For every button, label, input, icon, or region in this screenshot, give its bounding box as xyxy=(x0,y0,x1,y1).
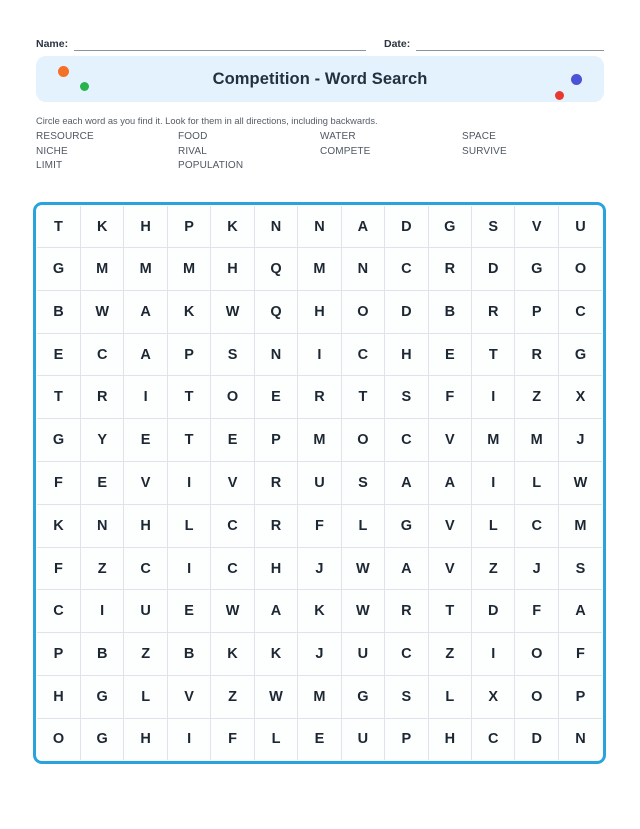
red-dot-icon xyxy=(555,91,564,100)
grid-cell[interactable]: A xyxy=(428,462,471,505)
word-list-item[interactable]: SPACE xyxy=(462,131,496,142)
grid-cell[interactable]: H xyxy=(254,547,297,590)
grid-cell[interactable]: N xyxy=(341,248,384,291)
grid-cell[interactable]: W xyxy=(558,462,602,505)
grid-cell[interactable]: I xyxy=(167,718,210,760)
grid-cell[interactable]: C xyxy=(341,333,384,376)
grid-cell[interactable]: D xyxy=(472,590,515,633)
grid-cell[interactable]: P xyxy=(385,718,428,760)
grid-cell[interactable]: C xyxy=(37,590,80,633)
word-list-row xyxy=(36,130,604,145)
grid-cell[interactable]: G xyxy=(428,206,471,248)
grid-cell[interactable]: B xyxy=(167,633,210,676)
grid-cell[interactable]: W xyxy=(341,547,384,590)
date-label: Date: xyxy=(384,38,411,50)
word-list-item[interactable]: POPULATION xyxy=(178,160,244,172)
grid-cell[interactable]: E xyxy=(254,376,297,419)
grid-cell[interactable]: O xyxy=(515,633,558,676)
grid-cell[interactable]: F xyxy=(298,504,341,547)
grid-cell[interactable]: A xyxy=(341,206,384,248)
grid-cell[interactable]: O xyxy=(211,376,254,419)
grid-cell[interactable]: T xyxy=(341,376,384,419)
grid-cell[interactable]: J xyxy=(298,633,341,676)
grid-cell[interactable]: R xyxy=(428,248,471,291)
grid-cell[interactable]: E xyxy=(37,333,80,376)
grid-cell[interactable]: G xyxy=(385,504,428,547)
grid-cell[interactable]: R xyxy=(515,333,558,376)
grid-cell[interactable]: P xyxy=(254,419,297,462)
grid-cell[interactable]: L xyxy=(124,676,167,719)
grid-row xyxy=(37,333,602,376)
grid-cell[interactable]: L xyxy=(515,462,558,505)
grid-cell[interactable]: C xyxy=(385,248,428,291)
grid-cell[interactable]: I xyxy=(80,590,123,633)
grid-cell[interactable]: R xyxy=(472,290,515,333)
grid-cell[interactable]: U xyxy=(558,206,602,248)
grid-cell[interactable]: X xyxy=(472,676,515,719)
grid-cell[interactable]: R xyxy=(385,590,428,633)
grid-cell[interactable]: C xyxy=(211,547,254,590)
grid-cell[interactable]: E xyxy=(211,419,254,462)
grid-cell[interactable]: W xyxy=(80,290,123,333)
grid-cell[interactable]: Z xyxy=(80,547,123,590)
word-list-item[interactable]: WATER xyxy=(320,131,356,142)
grid-cell[interactable]: M xyxy=(472,419,515,462)
name-field-group xyxy=(36,37,384,51)
grid-cell[interactable]: O xyxy=(341,290,384,333)
grid-cell[interactable]: K xyxy=(167,290,210,333)
grid-row xyxy=(37,206,602,248)
grid-cell[interactable]: D xyxy=(385,290,428,333)
grid-cell[interactable]: I xyxy=(472,633,515,676)
grid-row xyxy=(37,718,602,760)
grid-cell[interactable]: H xyxy=(124,718,167,760)
grid-cell[interactable]: J xyxy=(298,547,341,590)
grid-row xyxy=(37,633,602,676)
grid-cell[interactable]: L xyxy=(254,718,297,760)
grid-cell[interactable]: C xyxy=(124,547,167,590)
grid-cell[interactable]: U xyxy=(124,590,167,633)
grid-row xyxy=(37,676,602,719)
grid-cell[interactable]: Z xyxy=(515,376,558,419)
grid-cell[interactable]: V xyxy=(211,462,254,505)
grid-cell[interactable]: K xyxy=(37,504,80,547)
grid-cell[interactable]: C xyxy=(211,504,254,547)
grid-cell[interactable]: B xyxy=(428,290,471,333)
grid-cell[interactable]: A xyxy=(124,333,167,376)
grid-cell[interactable]: Y xyxy=(80,419,123,462)
grid-cell[interactable]: F xyxy=(37,462,80,505)
word-list-item[interactable]: FOOD xyxy=(178,131,208,142)
grid-cell[interactable]: N xyxy=(80,504,123,547)
grid-cell[interactable]: S xyxy=(385,676,428,719)
grid-cell[interactable]: C xyxy=(558,290,602,333)
grid-row xyxy=(37,547,602,590)
grid-cell[interactable]: C xyxy=(515,504,558,547)
grid-cell[interactable]: V xyxy=(428,504,471,547)
grid-cell[interactable]: J xyxy=(558,419,602,462)
grid-row xyxy=(37,248,602,291)
grid-cell[interactable]: M xyxy=(80,248,123,291)
grid-cell[interactable]: A xyxy=(254,590,297,633)
grid-cell[interactable]: K xyxy=(80,206,123,248)
grid-cell[interactable]: H xyxy=(428,718,471,760)
grid-cell[interactable]: H xyxy=(385,333,428,376)
grid-cell[interactable]: W xyxy=(211,290,254,333)
grid-cell[interactable]: I xyxy=(472,462,515,505)
word-list-item[interactable]: LIMIT xyxy=(36,160,63,172)
grid-row xyxy=(37,462,602,505)
grid-cell[interactable]: C xyxy=(472,718,515,760)
word-search-grid-container xyxy=(33,202,606,764)
word-list-item[interactable]: COMPETE xyxy=(320,145,371,157)
grid-cell[interactable]: S xyxy=(472,206,515,248)
grid-cell[interactable]: D xyxy=(385,206,428,248)
grid-cell[interactable]: C xyxy=(385,419,428,462)
word-list-item[interactable]: RIVAL xyxy=(178,145,207,157)
grid-cell[interactable]: E xyxy=(80,462,123,505)
page-title: Competition - Word Search xyxy=(212,69,428,88)
grid-cell[interactable]: Q xyxy=(254,248,297,291)
title-banner xyxy=(36,56,604,102)
grid-cell[interactable]: P xyxy=(167,333,210,376)
grid-cell[interactable]: X xyxy=(558,376,602,419)
grid-cell[interactable]: F xyxy=(37,547,80,590)
grid-cell[interactable]: W xyxy=(341,590,384,633)
grid-cell[interactable]: G xyxy=(37,419,80,462)
grid-cell[interactable]: R xyxy=(254,504,297,547)
grid-cell[interactable]: B xyxy=(80,633,123,676)
grid-cell[interactable]: O xyxy=(37,718,80,760)
grid-cell[interactable]: V xyxy=(515,206,558,248)
grid-cell[interactable]: M xyxy=(124,248,167,291)
grid-cell[interactable]: S xyxy=(558,547,602,590)
word-list-item[interactable]: SURVIVE xyxy=(462,145,507,157)
grid-cell[interactable]: I xyxy=(167,462,210,505)
grid-cell[interactable]: P xyxy=(167,206,210,248)
grid-cell[interactable]: F xyxy=(211,718,254,760)
grid-cell[interactable]: U xyxy=(298,462,341,505)
grid-cell[interactable]: M xyxy=(515,419,558,462)
grid-cell[interactable]: P xyxy=(515,290,558,333)
grid-cell[interactable]: T xyxy=(167,376,210,419)
grid-cell[interactable]: A xyxy=(558,590,602,633)
grid-cell[interactable]: K xyxy=(298,590,341,633)
grid-cell[interactable]: K xyxy=(211,206,254,248)
grid-cell[interactable]: H xyxy=(298,290,341,333)
grid-cell[interactable]: D xyxy=(472,248,515,291)
grid-cell[interactable]: C xyxy=(80,333,123,376)
grid-row xyxy=(37,590,602,633)
grid-cell[interactable]: Z xyxy=(428,633,471,676)
grid-cell[interactable]: K xyxy=(211,633,254,676)
grid-cell[interactable]: M xyxy=(298,248,341,291)
grid-cell[interactable]: I xyxy=(167,547,210,590)
grid-cell[interactable]: A xyxy=(385,547,428,590)
grid-cell[interactable]: M xyxy=(298,419,341,462)
word-list-row xyxy=(36,159,604,174)
grid-cell[interactable]: M xyxy=(558,504,602,547)
word-search-grid xyxy=(37,206,602,760)
grid-cell[interactable]: T xyxy=(37,206,80,248)
grid-cell[interactable]: W xyxy=(211,590,254,633)
grid-cell[interactable]: T xyxy=(167,419,210,462)
grid-row xyxy=(37,290,602,333)
grid-cell[interactable]: G xyxy=(558,333,602,376)
grid-cell[interactable]: E xyxy=(124,419,167,462)
grid-cell[interactable]: I xyxy=(298,333,341,376)
grid-cell[interactable]: J xyxy=(515,547,558,590)
word-list xyxy=(36,130,604,174)
grid-cell[interactable]: O xyxy=(515,676,558,719)
grid-cell[interactable]: T xyxy=(472,333,515,376)
grid-cell[interactable]: S xyxy=(385,376,428,419)
grid-cell[interactable]: V xyxy=(167,676,210,719)
grid-cell[interactable]: E xyxy=(167,590,210,633)
grid-cell[interactable]: H xyxy=(124,206,167,248)
grid-cell[interactable]: P xyxy=(37,633,80,676)
grid-cell[interactable]: V xyxy=(428,547,471,590)
grid-cell[interactable]: N xyxy=(254,206,297,248)
grid-cell[interactable]: H xyxy=(211,248,254,291)
grid-cell[interactable]: R xyxy=(254,462,297,505)
grid-cell[interactable]: I xyxy=(124,376,167,419)
student-info-row xyxy=(36,31,604,51)
grid-cell[interactable]: Z xyxy=(211,676,254,719)
grid-cell[interactable]: Z xyxy=(472,547,515,590)
grid-cell[interactable]: F xyxy=(428,376,471,419)
word-list-item[interactable]: NICHE xyxy=(36,145,68,157)
grid-cell[interactable]: L xyxy=(428,676,471,719)
grid-row xyxy=(37,376,602,419)
grid-cell[interactable]: N xyxy=(298,206,341,248)
grid-cell[interactable]: Q xyxy=(254,290,297,333)
grid-cell[interactable]: F xyxy=(558,633,602,676)
grid-cell[interactable]: M xyxy=(298,676,341,719)
instructions-text: Circle each word as you find it. Look for them in all directions, including backwards. xyxy=(36,116,378,126)
green-dot-icon xyxy=(80,82,89,91)
word-list-item[interactable]: RESOURCE xyxy=(36,131,94,142)
date-input-line[interactable] xyxy=(416,37,604,51)
grid-cell[interactable]: C xyxy=(385,633,428,676)
grid-cell[interactable]: G xyxy=(341,676,384,719)
grid-cell[interactable]: S xyxy=(341,462,384,505)
grid-cell[interactable]: O xyxy=(341,419,384,462)
grid-cell[interactable]: E xyxy=(428,333,471,376)
grid-cell[interactable]: L xyxy=(167,504,210,547)
grid-cell[interactable]: W xyxy=(254,676,297,719)
orange-dot-icon xyxy=(58,66,69,77)
grid-cell[interactable]: G xyxy=(80,718,123,760)
grid-cell[interactable]: N xyxy=(254,333,297,376)
grid-cell[interactable]: L xyxy=(341,504,384,547)
grid-cell[interactable]: A xyxy=(385,462,428,505)
grid-cell[interactable]: R xyxy=(298,376,341,419)
grid-cell[interactable]: G xyxy=(515,248,558,291)
date-field-group xyxy=(384,37,604,51)
grid-cell[interactable]: F xyxy=(515,590,558,633)
grid-cell[interactable]: V xyxy=(428,419,471,462)
grid-cell[interactable]: U xyxy=(341,633,384,676)
grid-cell[interactable]: S xyxy=(211,333,254,376)
grid-cell[interactable]: T xyxy=(428,590,471,633)
grid-cell[interactable]: N xyxy=(558,718,602,760)
grid-cell[interactable]: P xyxy=(558,676,602,719)
grid-cell[interactable]: D xyxy=(515,718,558,760)
grid-cell[interactable]: A xyxy=(124,290,167,333)
grid-cell[interactable]: G xyxy=(80,676,123,719)
grid-cell[interactable]: I xyxy=(472,376,515,419)
grid-cell[interactable]: L xyxy=(472,504,515,547)
grid-cell[interactable]: R xyxy=(80,376,123,419)
grid-cell[interactable]: V xyxy=(124,462,167,505)
grid-cell[interactable]: U xyxy=(341,718,384,760)
grid-cell[interactable]: O xyxy=(558,248,602,291)
grid-row xyxy=(37,419,602,462)
grid-row xyxy=(37,504,602,547)
grid-cell[interactable]: K xyxy=(254,633,297,676)
grid-cell[interactable]: G xyxy=(37,248,80,291)
name-input-line[interactable] xyxy=(74,37,366,51)
word-list-row xyxy=(36,145,604,160)
grid-cell[interactable]: E xyxy=(298,718,341,760)
grid-cell[interactable]: H xyxy=(37,676,80,719)
name-label: Name: xyxy=(36,38,69,50)
grid-cell[interactable]: Z xyxy=(124,633,167,676)
grid-cell[interactable]: T xyxy=(37,376,80,419)
purple-dot-icon xyxy=(571,74,582,85)
grid-cell[interactable]: H xyxy=(124,504,167,547)
grid-cell[interactable]: B xyxy=(37,290,80,333)
grid-cell[interactable]: M xyxy=(167,248,210,291)
